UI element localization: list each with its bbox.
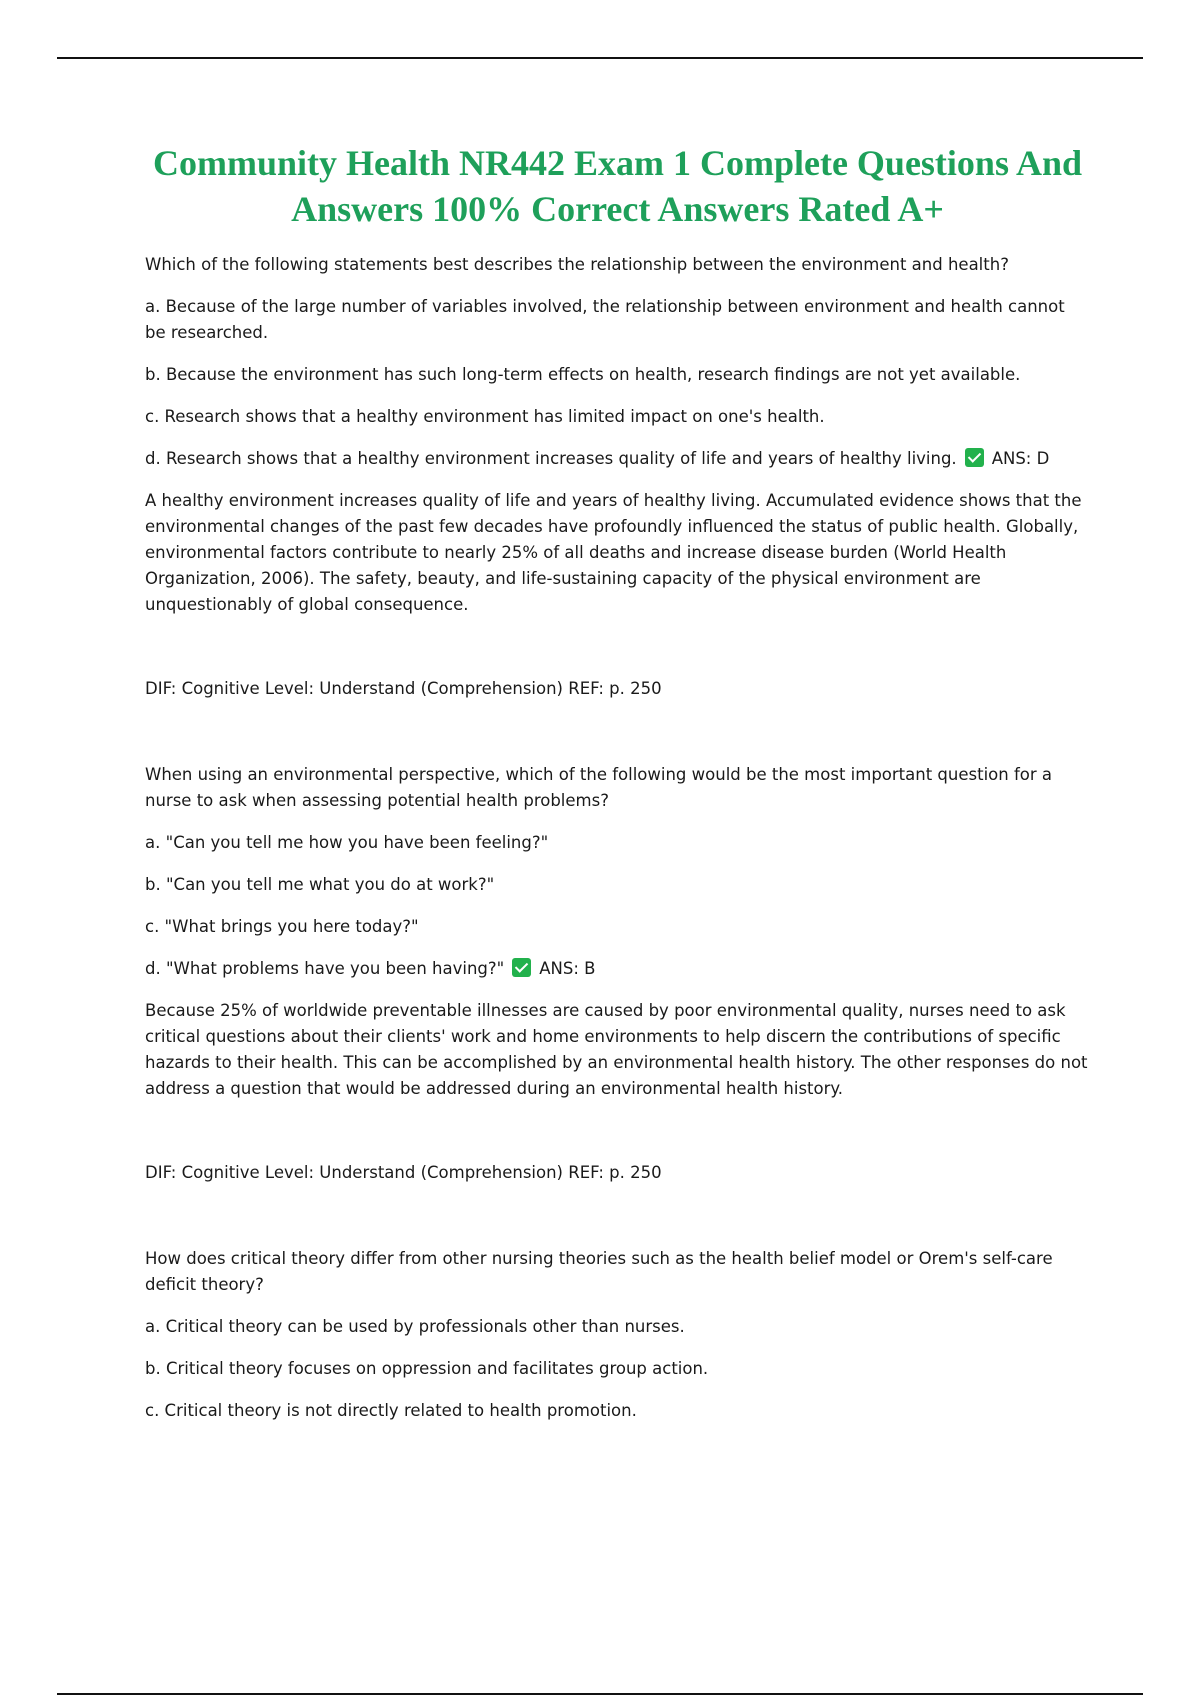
question-2-option-c: c. "What brings you here today?" (145, 917, 419, 936)
question-1-option-a: a. Because of the large number of variables involved, the relationship between environment and health cannot be researched. (145, 297, 1065, 342)
question-1-option-d (145, 446, 1090, 472)
question-3-option-a: a. Critical theory can be used by professionals other than nurses. (145, 1317, 685, 1336)
question-2-dif: DIF: Cognitive Level: Understand (Comprehension) REF: p. 250 (145, 1163, 662, 1182)
question-3-stem: How does critical theory differ from other nursing theories such as the health belief model or Orem's self-care deficit theory? (145, 1249, 1053, 1294)
document-title: Community Health NR442 Exam 1 Complete Questions And Answers 100% Correct Answers Rated A+ (152, 143, 1083, 229)
question-2-option-b: b. "Can you tell me what you do at work?" (145, 875, 495, 894)
question-2-option-a: a. "Can you tell me how you have been feeling?" (145, 833, 549, 852)
question-2-option-d-text: d. "What problems have you been having?" (145, 959, 505, 978)
question-2-answer: ANS: B (539, 959, 596, 978)
question-1-dif: DIF: Cognitive Level: Understand (Comprehension) REF: p. 250 (145, 679, 662, 698)
question-1-option-d-text: d. Research shows that a healthy environment increases quality of life and years of healthy living. (145, 449, 957, 468)
question-2-stem: When using an environmental perspective, which of the following would be the most important question for a nurse to ask when assessing potential health problems? (145, 765, 1053, 810)
question-1-option-c: c. Research shows that a healthy environment has limited impact on one's health. (145, 407, 825, 426)
top-rule (57, 57, 1143, 59)
question-1-answer: ANS: D (991, 449, 1050, 468)
bottom-rule (57, 1693, 1143, 1695)
question-1-option-b: b. Because the environment has such long-term effects on health, research findings are not yet available. (145, 365, 1021, 384)
question-3-option-b: b. Critical theory focuses on oppression and facilitates group action. (145, 1359, 709, 1378)
question-2-rationale: Because 25% of worldwide preventable illnesses are caused by poor environmental quality, nurses need to ask critical questions about their clients' work and home environments to help discern the contributions of specific hazards to their health. This can be accomplished by an environmental health history. The other responses do not address a question that would be addressed during an environmental health history. (145, 1001, 1088, 1098)
check-mark-icon (965, 448, 984, 467)
question-2-option-d (145, 956, 1090, 982)
question-1-rationale: A healthy environment increases quality of life and years of healthy living. Accumulated evidence shows that the environmental changes of the past few decades have profoundly influenced the status of public health. Globally, environmental factors contribute to nearly 25% of all deaths and increase disease burden (World Health Organization, 2006). The safety, beauty, and life-sustaining capacity of the physical environment are unquestionably of global consequence. (145, 491, 1082, 614)
document-body (145, 140, 1090, 1440)
question-3-option-c: c. Critical theory is not directly related to health promotion. (145, 1401, 637, 1420)
check-mark-icon (512, 958, 531, 977)
question-1-stem: Which of the following statements best describes the relationship between the environment and health? (145, 255, 1009, 274)
